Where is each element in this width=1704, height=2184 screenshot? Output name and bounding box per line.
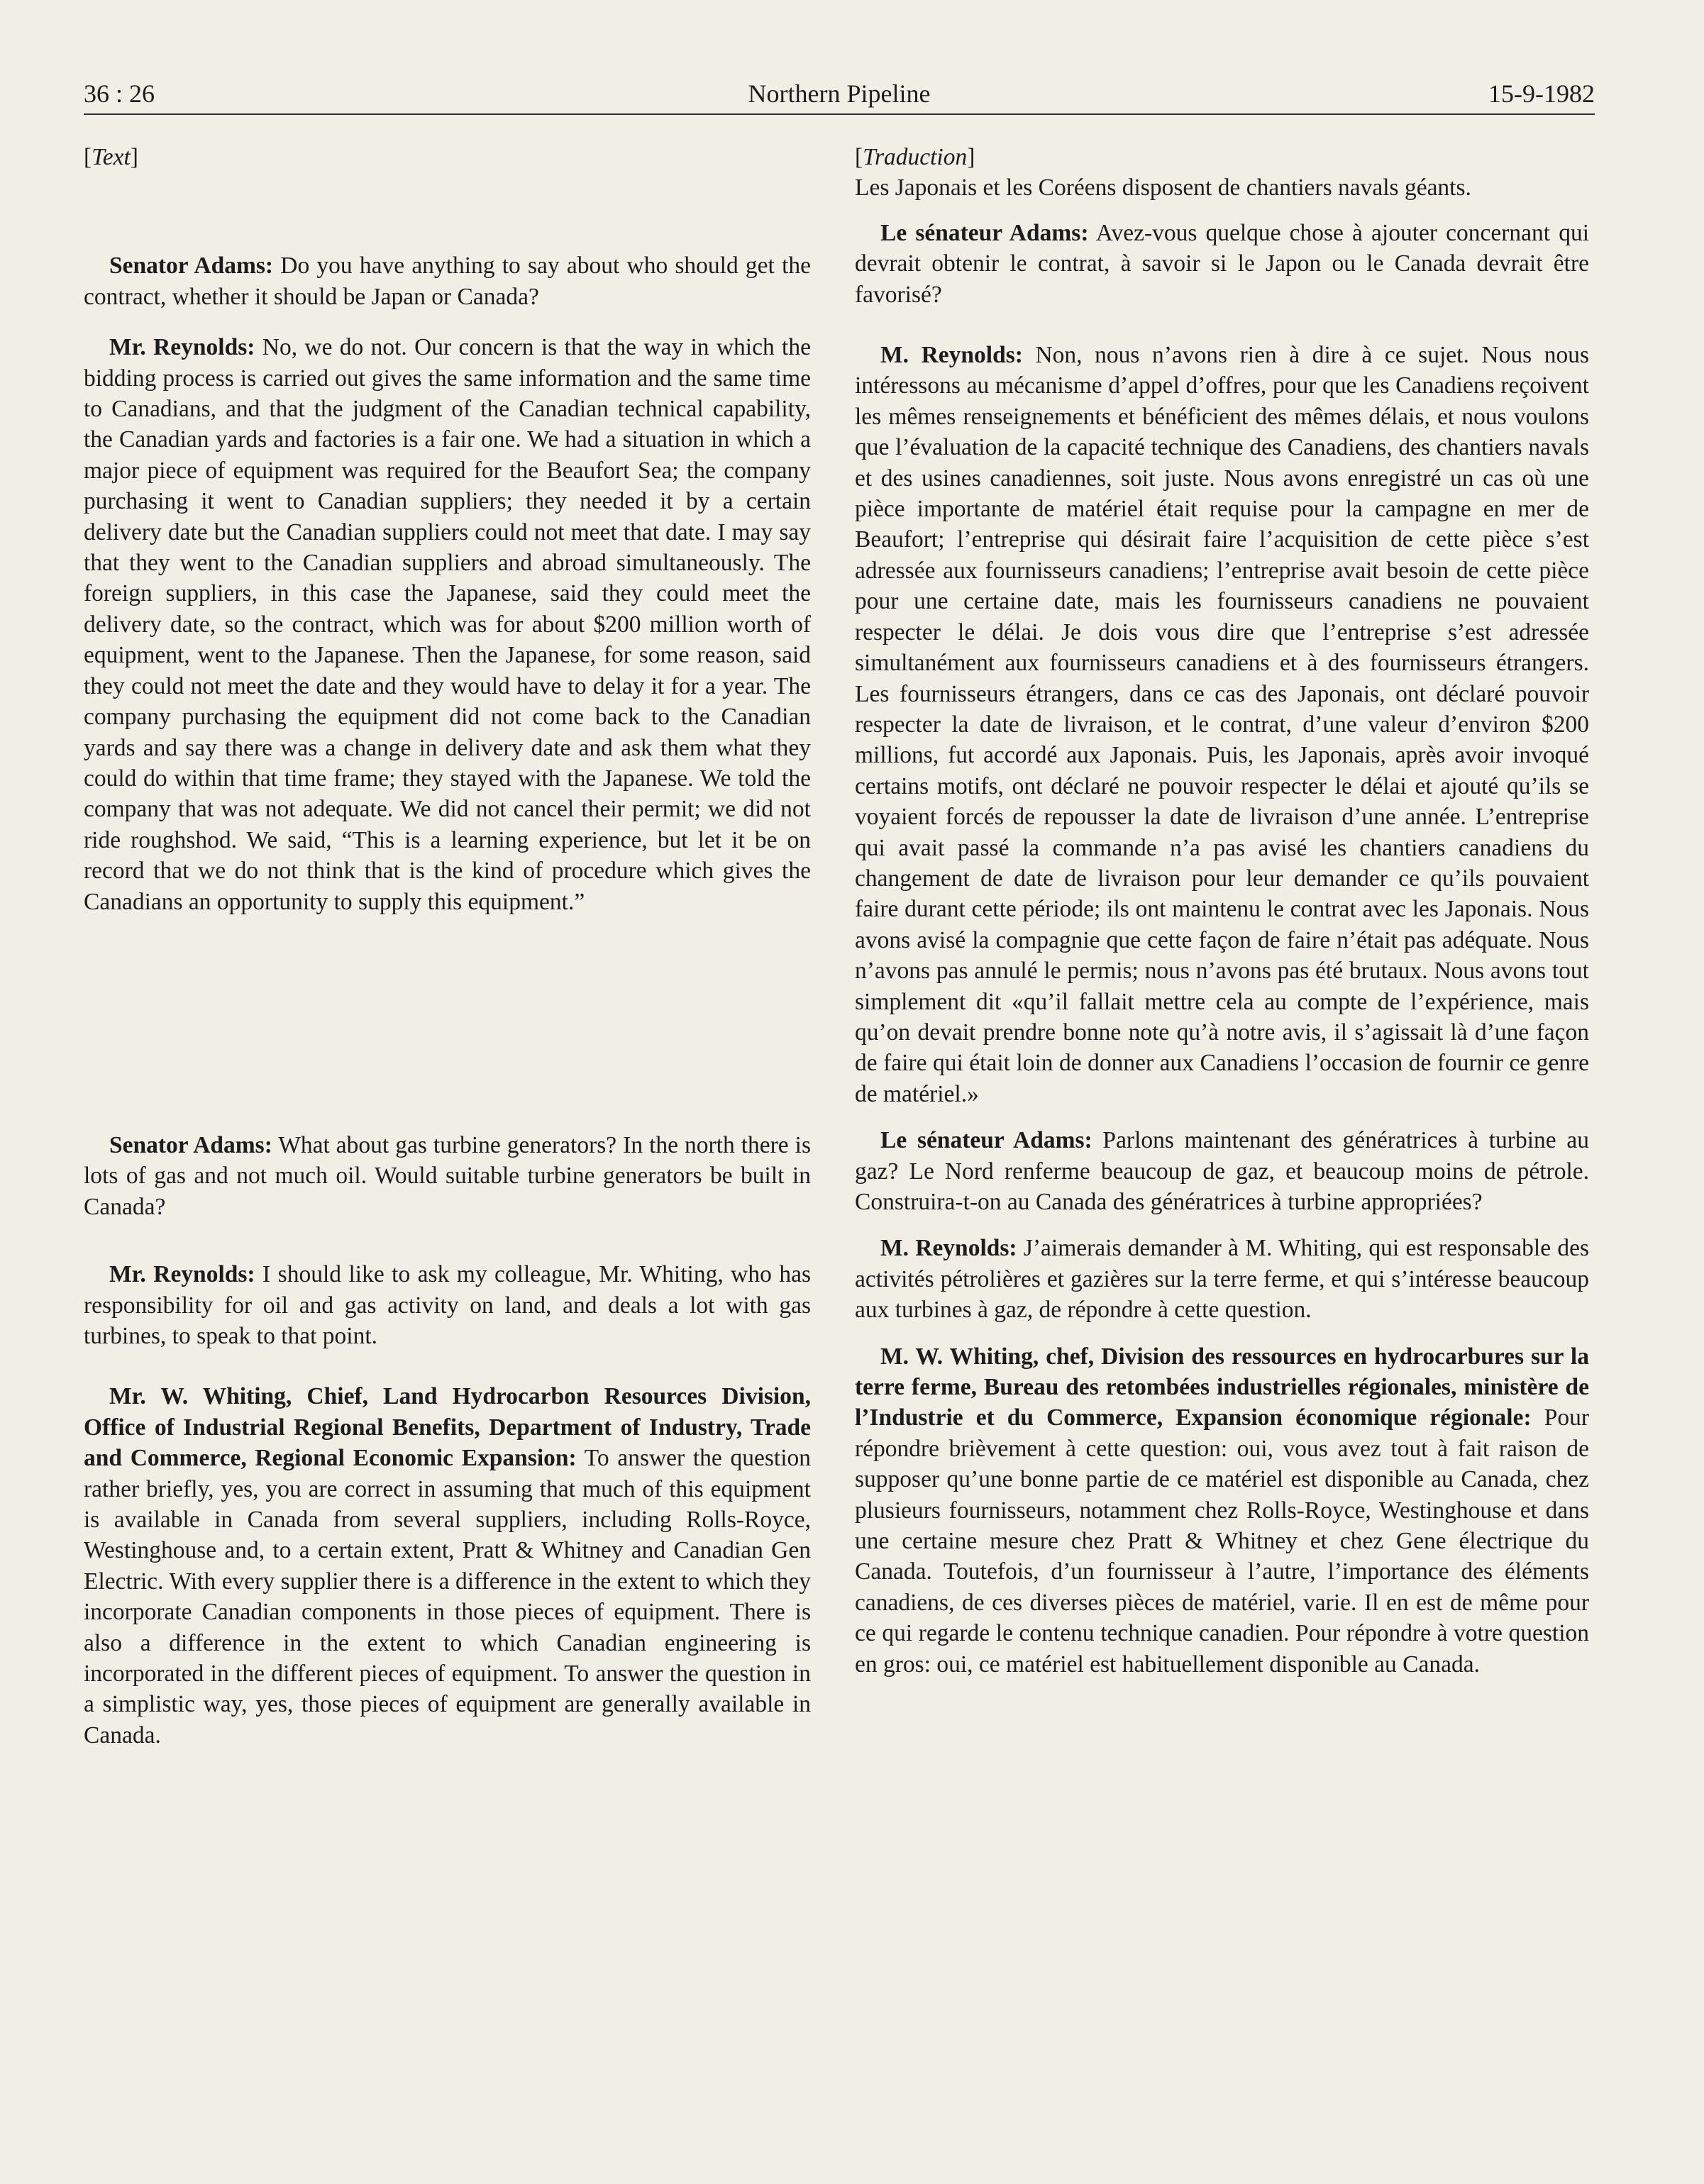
paragraph [855,218,1589,310]
french-column [855,142,1589,1680]
tag-bracket-open: [ [84,144,92,170]
paragraph-text: Non, nous n’avons rien à dire à ce sujet. Nous nous intéressons au mécanisme d’appel d’offres, pour que les Canadiens reçoivent les mêmes renseignements et bénéficient des mêmes délais, et nous voulons que l’évaluation de la capacité technique des Canadiens, des chantiers navals et des usines canadiennes, soit juste. Nous avons enregistré un cas où une pièce importante de matériel était requise pour la campagne en mer de Beaufort; l’entreprise qui désirait faire l’acquisition de cette pièce s’est adressée aux fournisseurs canadiens; l’entreprise avait besoin de cette pièce pour une certaine date, mais les fournisseurs canadiens ne pouvaient respecter le délai. Je dois vous dire que l’entreprise s’est adressée simultanément aux fournisseurs canadiens et à des fournisseurs étrangers. Les fournisseurs étrangers, dans ce cas des Japonais, ont déclaré pouvoir respecter la date de livraison, et le contrat, d’une valeur d’environ $200 millions, fut accordé aux Japonais. Puis, les Japonais, après avoir invoqué certains motifs, ont déclaré ne pouvoir respecter le délai et ajouté qu’ils se voyaient forcés de repousser la date de livraison d’une année. L’entreprise qui avait passé la commande n’a pas avisé les chantiers canadiens du changement de date de livraison pour leur demander ce qu’ils pouvaient faire durant cette période; ils ont maintenu le contrat avec les Japonais. Nous avons avisé la compagnie que cette façon de faire n’était pas adéquate. Nous n’avons pas annulé le permis; nous n’avons pas été brutaux. Nous avons tout simplement dit «qu’il fallait mettre cela au compte de l’expérience, mais qu’on devait prendre bonne note qu’à notre avis, il s’agissait là d’une façon de faire qui était loin de donner aux Canadiens l’occasion de fournir ce genre de matériel.» [855,342,1589,1107]
speaker-name: Mr. W. Whiting, Chief, Land Hydrocarbon Resources Division, Office of Industrial Regional Benefits, Department of Industry, Trade and Commerce, Regional Economic Expansion: [84,1383,811,1472]
paragraph [84,250,811,312]
tag-label: Text [92,144,131,170]
page-number: 36 : 26 [84,79,155,108]
paragraph-text: J’aimerais demander à M. Whiting, qui est responsable des activités pétrolières et gazières sur la terre ferme, et qui s’intéresse beaucoup aux turbines à gaz, de répondre à cette question. [855,1235,1589,1324]
publication-title: Northern Pipeline [748,79,931,108]
paragraph [84,1130,811,1222]
speaker-name: Le sénateur Adams: [880,1127,1092,1154]
paragraph [84,1259,811,1351]
paragraph: Les Japonais et les Coréens disposent de chantiers navals géants. [855,174,1471,201]
speaker-name: M. W. Whiting, chef, Division des ressources en hydrocarbures sur la terre ferme, Bureau des retombées industrielles régionales, ministère de l’Industrie et du Commerce, Expansion économique régionale: [855,1343,1589,1431]
header-date: 15-9-1982 [1488,79,1595,108]
paragraph-text: I should like to ask my colleague, Mr. Whiting, who has responsibility for oil and gas activity on land, and deals a lot with gas turbines, to speak to that point. [84,1261,811,1349]
paragraph [855,1233,1589,1325]
paragraph [855,340,1589,1109]
paragraph-text: No, we do not. Our concern is that the way in which the bidding process is carried out gives the same information and the same time to Canadians, and that the judgment of the Canadian technical capability, the Canadian yards and factories is a fair one. We had a situation in which a major piece of equipment was required for the Beaufort Sea; the company purchasing it went to Canadian suppliers; they needed it by a certain delivery date but the Canadian suppliers could not meet that date. I may say that they went to the Canadian suppliers and abroad simultaneously. The foreign suppliers, in this case the Japanese, said they could meet the delivery date, so the contract, which was for about $200 million worth of equipment, went to the Japanese. Then the Japanese, for some reason, said they could not meet the date and they would have to delay it for a year. The company purchasing the equipment did not come back to the Canadian yards and say there was a change in delivery date and ask them what they could do within that time frame; they stayed with the Japanese. We told the company that was not adequate. We did not cancel their permit; we did not ride roughshod. We said, “This is a learning experience, but let it be on record that we do not think that is the kind of procedure which gives the Canadians an opportunity to supply this equipment.” [84,334,811,915]
speaker-name: Senator Adams: [109,253,274,279]
paragraph-text: Do you have anything to say about who should get the contract, whether it should be Japan or Canada? [84,253,811,310]
paragraph-text: Pour répondre brièvement à cette question: oui, vous avez tout à fait raison de supposer qu’une bonne partie de ce matériel est disponible au Canada, chez plusieurs fournisseurs, notamment chez Rolls-Royce, Westinghouse et dans une certaine mesure chez Pratt & Whitney et chez Gene électrique du Canada. Toutefois, d’un fournisseur à l’autre, l’importance des éléments canadiens, de ces diverses pièces de matériel, varie. Il en est de même pour ce qui regarde le contenu technique canadien. Pour répondre à votre question en gros: oui, ce matériel est habituellement disponible au Canada. [855,1404,1589,1678]
tag-bracket-close: ] [967,144,975,170]
speaker-name: Senator Adams: [109,1131,272,1158]
paragraph [84,1381,811,1751]
tag-bracket-close: ] [130,144,138,170]
paragraph-text: Avez-vous quelque chose à ajouter concernant qui devrait obtenir le contrat, à savoir si le Japon ou le Canada devrait être favorisé? [855,219,1590,308]
paragraph [855,1341,1589,1680]
text-tag [84,142,811,172]
paragraph-text: Parlons maintenant des génératrices à turbine au gaz? Le Nord renferme beaucoup de gaz, et beaucoup moins de pétrole. Construira-t-on au Canada des génératrices à turbine appropriées? [855,1127,1589,1215]
tag-label: Traduction [863,144,968,170]
speaker-name: Mr. Reynolds: [109,1261,255,1288]
tag-bracket-open: [ [855,144,863,170]
paragraph-text: What about gas turbine generators? In the north there is lots of gas and not much oil. Would suitable turbine generators be built in Canada? [84,1131,811,1220]
paragraph [855,1125,1589,1217]
paragraph [84,332,811,917]
paragraph-text: To answer the question rather briefly, yes, you are correct in assuming that much of this equipment is available in Canada from several suppliers, including Rolls-Royce, Westinghouse and, to a certain extent, Pratt & Whitney and Canadian Gen Electric. With every supplier there is a difference in the extent to which they incorporate Canadian components in those pieces of equipment. There is also a difference in the extent to which Canadian engineering is incorporated in the different pieces of equipment. To answer the question in a simplistic way, yes, those pieces of equipment are generally available in Canada. [84,1445,812,1748]
speaker-name: M. Reynolds: [880,342,1023,369]
translation-tag [855,142,1589,172]
speaker-name: Mr. Reynolds: [109,334,255,361]
english-column [84,142,811,1751]
speaker-name: M. Reynolds: [880,1235,1017,1262]
running-header [84,74,1595,115]
speaker-name: Le sénateur Adams: [880,219,1089,246]
